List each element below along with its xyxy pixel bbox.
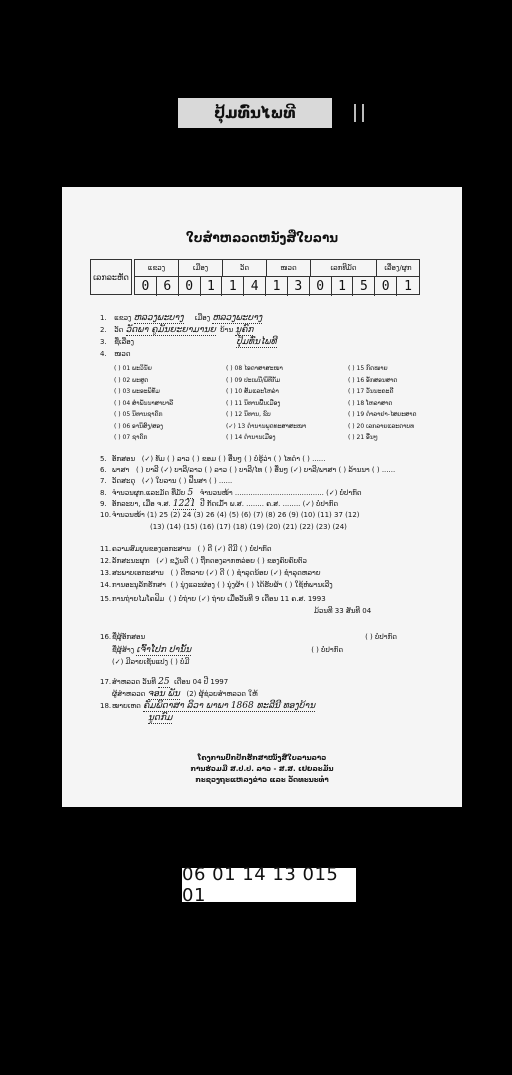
code-digit: 1 (222, 277, 244, 296)
code-digit: 1 (201, 277, 223, 296)
sheet-title: ໃບສຳຫລວດຫນັງສືໃບລານ (185, 231, 339, 245)
field-temple: 2. ວັດ ວັດພາ ຄູມັນຍະຍາມານຍ ບ້ານ ນູຄົກ (100, 325, 254, 335)
code-digit: 1 (332, 277, 354, 296)
code-header: ເລກທີມັດ (311, 260, 377, 276)
code-header: ວັດ (223, 260, 267, 276)
row-signature: (✓) ມີລາຍເຊັນແປງ ( ) ບໍ່ມີ (112, 658, 190, 666)
field-category: 4. ໜວດ (100, 350, 131, 358)
category-col-2: ( ) 08 ໄອດາສາສະໜາ ( ) 09 ປະເພນີ/ພິທີກັມ ( ) 10 ສັມແລະໂຫລ່າ ( ) 11 ນິທານພື້ນເມືອງ ( ) 12 ນິທານ, ຂົບ (✓) 13 ດຳນານພຸດທະສາສະໜາ ( ) 14 ດຳນານເມືອງ (226, 365, 307, 441)
row-language: 6. ພາສາ ( ) ບາລີ (✓) ບາລີ/ລາວ ( ) ລາວ ( ) ບາລີ/ໄທ ( ) ອື່ນໆ (✓) ບາລີ/ພາສາ ( ) ລ້ານນາ ( ) ...... (100, 466, 396, 474)
row-condition: 13.ສະພາບເອກະສານ ( ) ດີຫລາຍ (✓) ດີ ( ) ຊຳລຸດນ້ອຍ (✓) ຊຳລຸດຫລາຍ (100, 569, 321, 577)
code-header: ເມືອງ (179, 260, 223, 276)
code-digit: 0 (135, 277, 157, 296)
row-page-count: 10.ຈຳນວນໜ້າ (1) 25 (2) 24 (3) 26 (4) (5) (6) (7) (8) 26 (9) (10) (11) 37 (12) (100, 511, 360, 519)
sheet-footer: ໂຄງການປົກປັກຮັກສາໜັງສືໃບລານລາວ ການຮ່ວມມື ສ.ປ.ປ. ລາວ - ສ.ສ. ເຢຍລະມັນ ກະຊວງຖະແຫລງຂ່າວ ແລະ ວັດທະນະທຳ (190, 754, 334, 784)
row-inscription-date: 9. ອັກລະບາ, ເມື່ອ ຈ.ສ. 1221 ປີ ກັດເມົ້າ ພ.ສ. ........ ຄ.ສ. ........ (✓) ບໍ່ປາກົດ (100, 499, 339, 509)
code-digits (135, 277, 419, 296)
manuscript-code-label: 06 01 14 13 015 01 (182, 868, 356, 902)
code-digit: 3 (288, 277, 310, 296)
field-province: 1. ແຂວງ ຫລວງພະບາງ ເມືອງ ຫລວງພະບາງ (100, 313, 263, 323)
row-completeness: 11.ຄວາມສົມບູນຂອງເອກະສານ ( ) ດີ (✓) ດີມີ ( ) ບໍ່ປາກົດ (100, 545, 272, 553)
field-title: 3. ຊື່ເລື່ອງ ປຸ້ມທົ່ນໄພທີ (100, 337, 277, 347)
row-material: 7. ວັດສະດຸ (✓) ໃບລານ ( ) ຟິ້ນສາ ( ) ...... (100, 477, 233, 485)
code-header: ໜວດ (267, 260, 311, 276)
frame-mark (354, 104, 364, 122)
code-digit: 4 (244, 277, 266, 296)
row-page-count-cont: (13) (14) (15) (16) (17) (18) (19) (20) (21) (22) (23) (24) (150, 523, 347, 531)
row-fascicle-style: 12.ລັກສະນະຜູກ (✓) ຂຽນດີ ( ) ຖືກດອງລາກຫລ່ອຍ ( ) ຂອງຄົບຄົບຕົວ (100, 557, 307, 565)
code-digit: 0 (375, 277, 397, 296)
code-digit: 6 (157, 277, 179, 296)
code-label: ເລກລະຫັດ (90, 259, 132, 295)
code-digit: 1 (266, 277, 288, 296)
row-scribe: 16.ຊື່ຜູ້ອັກສອນ ( ) ບໍ່ປາກົດ (100, 633, 397, 641)
code-grid (134, 259, 420, 295)
row-microfilm-roll: ມ້ວນທີ 33 ສັນທີ 04 (314, 607, 372, 615)
category-col-3: ( ) 15 ກົດໝາຍ ( ) 16 ອັກສອນສາດ ( ) 17 ວັນນະຄະດີ ( ) 18 ໂຫລາສາດ ( ) 19 ດຳລາຢາ-ໄສຍະສາດ ( ) 20 ເລກລາຍແລະດາບທ ( ) 21 ອື່ນໆ (348, 365, 417, 441)
code-header: ເລື່ອງ/ຜູກ (384, 264, 412, 272)
survey-sheet (62, 187, 462, 807)
row-remarks-cont: ນູດກົມ (148, 713, 173, 723)
code-digit: 1 (404, 279, 412, 294)
row-donor: ຊື່ຜູ້ສ້າງ ເຈົ້າໂປກ ປານັ້ນ ( ) ບໍ່ປາກົດ (112, 645, 344, 655)
code-digit: 0 (179, 277, 201, 296)
row-survey-date: 17.ສຳຫລວດ ວັນທີ 25 ເດືອນ 04 ປີ 1997 (100, 677, 229, 687)
row-surveyor: ຜູ້ສຳຫລວດ ຈອນ ພັນ (2) ຜູ້ຊ່ວຍສຳຫລວດ ໃຫ້ (112, 689, 258, 699)
row-microfilm: 15.ການຖ່າຍໄມໂຄຟິມ ( ) ບໍ່ຖ່າຍ (✓) ຖ່າຍ ເມື່ອວັນທີ 9 ເດືອນ 11 ຄ.ສ. 1993 (100, 595, 326, 603)
row-preservation: 14.ການອະນຸລັກຮັກສາ ( ) ນຸ່ງແລະຜ່ອງ ( ) ນຸ່ງຜ້າ ( ) ໄດ້ຮັບຜ້າ ( ) ໃຊ້ຫໍ່ພານເລີງ (100, 581, 333, 589)
document-title-label: ປຸ້ມທົ່ນໄພທີ (178, 98, 332, 128)
code-digit: 0 (310, 277, 332, 296)
row-script: 5. ອັກສອນ (✓) ທັມ ( ) ລາວ ( ) ຂອມ ( ) ອື່ນໆ ( ) ບໍ່ຮູ້ວ່າ ( ) ໄທດຳ ( ) ...... (100, 455, 326, 463)
code-header: ແຂວງ (135, 260, 179, 276)
row-fascicle-count: 8. ຈຳນວນຜູກ.ແລະມັດ ທີ່ມັບ 5 ຈຳນວນໜ້າ ........................................ (✓) ບໍ່ປາກົດ (100, 488, 362, 498)
code-headers (135, 260, 419, 277)
row-remarks: 18.ໝາຍເຫດ ຄັມພິດາສາ ລິວາ ພາພາ 1868 ທະລີນີ ທອງບ້ານ (100, 701, 316, 711)
code-digit: 5 (353, 277, 375, 296)
category-col-1: ( ) 01 ພະວິນັຍ ( ) 02 ພະສູດ ( ) 03 ພະອະພິທັມ ( ) 04 ສຳພັນນາສາບາລີ ( ) 05 ນິທານຊາດົກ ( ) 06 ອານິສົງ/ສອງ ( ) 07 ຊາດົກ (114, 365, 174, 441)
